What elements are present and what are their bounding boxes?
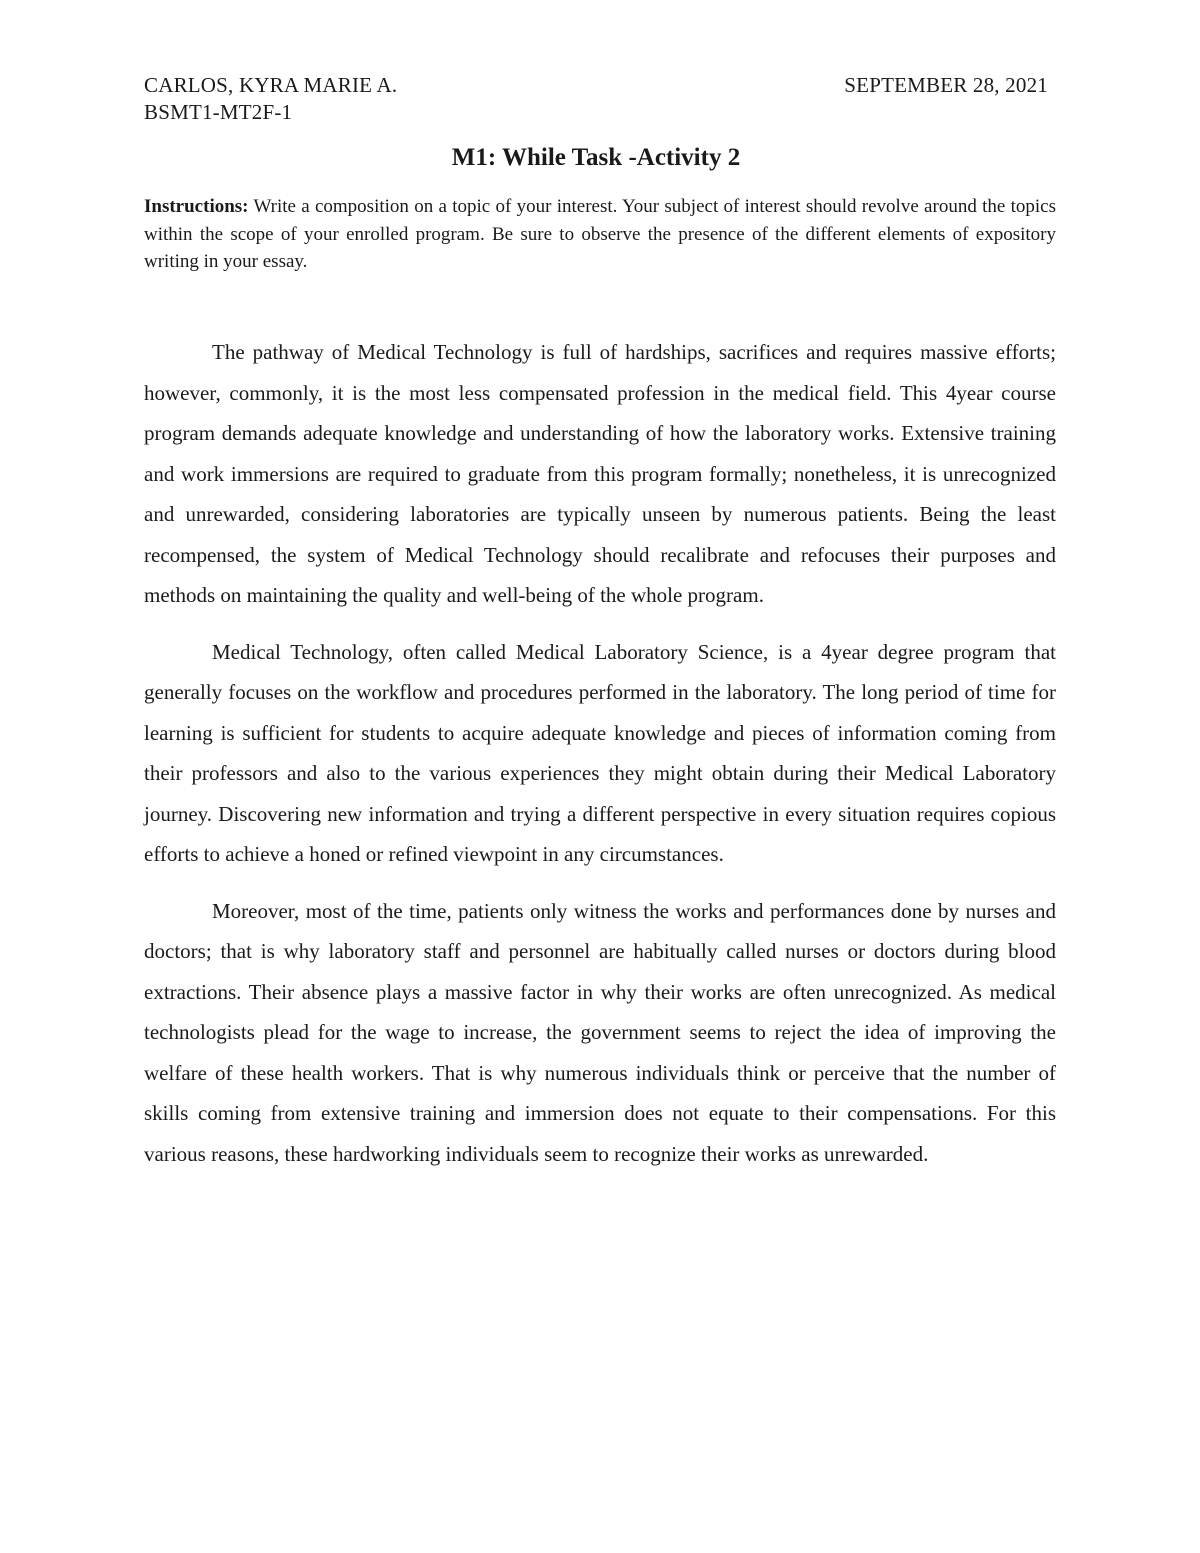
essay-paragraph-2: Medical Technology, often called Medical Laboratory Science, is a 4year degree program that generally focuses on the workflow and procedures performed in the laboratory. The long period of time for learning is sufficient for students to acquire adequate knowledge and pieces of information coming from their professors and also to the various experiences they might obtain during their Medical Laboratory journey. Discovering new information and trying a different perspective in every situation requires copious efforts to achieve a honed or refined viewpoint in any circumstances. <box>144 639 1056 866</box>
submission-date: SEPTEMBER 28, 2021 <box>844 73 1048 97</box>
essay-body <box>144 332 1056 1190</box>
class-section: BSMT1-MT2F-1 <box>144 100 293 124</box>
essay-paragraph-3: Moreover, most of the time, patients only witness the works and performances done by nurses and doctors; that is why laboratory staff and personnel are habitually called nurses or doctors during blood extractions. Their absence plays a massive factor in why their works are often unrecognized. As medical technologists plead for the wage to increase, the government seems to reject the idea of improving the welfare of these health workers. That is why numerous individuals think or perceive that the number of skills coming from extensive training and immersion does not equate to their compensations. For this various reasons, these hardworking individuals seem to recognize their works as unrewarded. <box>144 898 1056 1166</box>
instructions-text: Write a composition on a topic of your interest. Your subject of interest should revolve around the topics within the scope of your enrolled program. Be sure to observe the presence of the different elements of expository writing in your essay. <box>144 196 1056 272</box>
instructions-block <box>144 193 1056 276</box>
student-name: CARLOS, KYRA MARIE A. <box>144 73 398 97</box>
instructions-label: Instructions: <box>144 196 249 217</box>
essay-paragraph-1: The pathway of Medical Technology is full of hardships, sacrifices and requires massive efforts; however, commonly, it is the most less compensated profession in the medical field. This 4year course program demands adequate knowledge and understanding of how the laboratory works. Extensive training and work immersions are required to graduate from this program formally; nonetheless, it is unrecognized and unrewarded, considering laboratories are typically unseen by numerous patients. Being the least recompensed, the system of Medical Technology should recalibrate and refocuses their purposes and methods on maintaining the quality and well-being of the whole program. <box>144 340 1056 607</box>
document-title: M1: While Task -Activity 2 <box>451 144 741 171</box>
